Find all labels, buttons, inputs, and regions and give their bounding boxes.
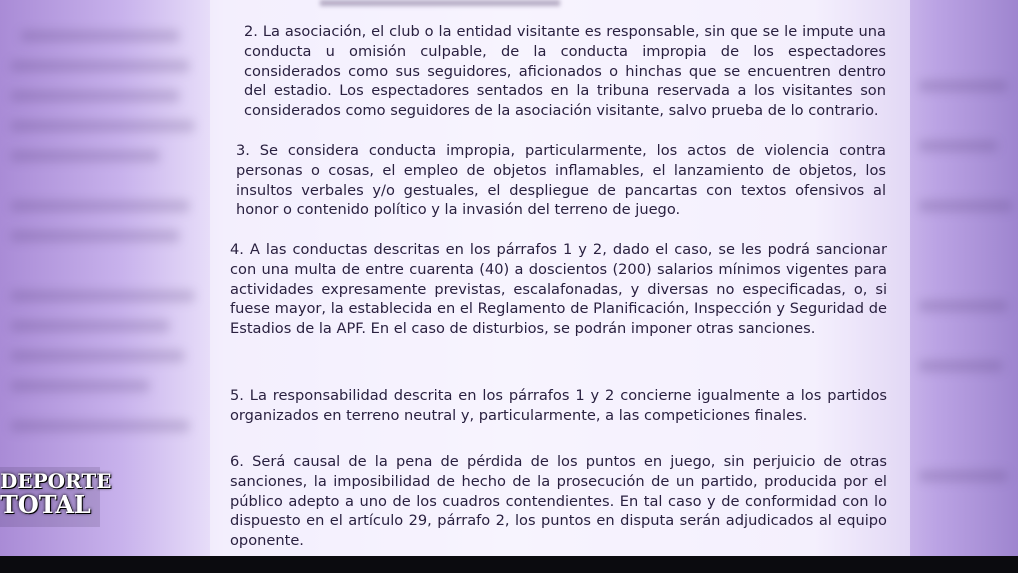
blur-line (918, 360, 1003, 372)
paragraph-2: 2. La asociación, el club o la entidad visitante es responsable, sin que se le impute una conducta u omisión culpable, de la conducta impropia de los espectadores considerados como sus seguidores, aficionados o hinchas que se encuentren dentro del estadio. Los espectadores sentados en la tribuna reservada a los visitantes son considerados como seguidores de la asociación visitante, salvo prueba de lo contrario. (244, 23, 886, 120)
blur-line (918, 470, 1008, 482)
blur-line (10, 290, 195, 302)
blur-line (10, 120, 195, 132)
blur-line (918, 200, 1013, 212)
blur-line (10, 420, 190, 432)
logo-text-total: TOTAL (0, 490, 91, 519)
blur-line (20, 30, 180, 42)
paragraph-4: 4. A las conductas descritas en los párrafos 1 y 2, dado el caso, se les podrá sancionar con una multa de entre cuarenta (40) a doscientos (200) salarios mínimos vigentes para actividades expresamente previstas, escalafonadas, y diversas no especificadas, o, si fuese mayor, la establecida en el Reglamento de Planificación, Inspección y Seguridad de Estadios de la APF. En el caso de disturbios, se podrán imponer otras sanciones. (230, 241, 887, 338)
blur-line (10, 90, 180, 102)
blur-line (918, 80, 1008, 92)
blur-line (10, 200, 190, 212)
channel-logo (0, 467, 112, 527)
blur-line (10, 320, 170, 332)
blur-line (10, 350, 185, 362)
blurred-right-text (908, 0, 1018, 556)
blur-line (10, 60, 190, 72)
blur-line (10, 230, 180, 242)
paragraph-3: 3. Se considera conducta impropia, particularmente, los actos de violencia contra personas o cosas, el empleo de objetos inflamables, el lanzamiento de objetos, los insultos verbales y/o gestuales, el despliegue de pancartas con textos ofensivos al honor o contenido político y la invasión del terreno de juego. (236, 142, 886, 219)
blur-line (10, 150, 160, 162)
logo-text-deporte: DEPORTE (0, 469, 112, 493)
blur-line (918, 140, 998, 152)
screen-bezel (0, 556, 1018, 573)
blur-line (10, 380, 150, 392)
cut-off-text-line (320, 0, 560, 6)
blur-line (918, 300, 1008, 312)
paragraph-5: 5. La responsabilidad descrita en los párrafos 1 y 2 concierne igualmente a los partidos organizados en terreno neutral y, particularmente, a las competiciones finales. (230, 387, 887, 424)
paragraph-6: 6. Será causal de la pena de pérdida de los puntos en juego, sin perjuicio de otras sanciones, la imposibilidad de hecho de la prosecución de un partido, producida por el público adepto a uno de los cuadros contendientes. En tal caso y de conformidad con lo dispuesto en el artículo 29, párrafo 2, los puntos en disputa serán adjudicados al equipo oponente. (230, 453, 887, 550)
